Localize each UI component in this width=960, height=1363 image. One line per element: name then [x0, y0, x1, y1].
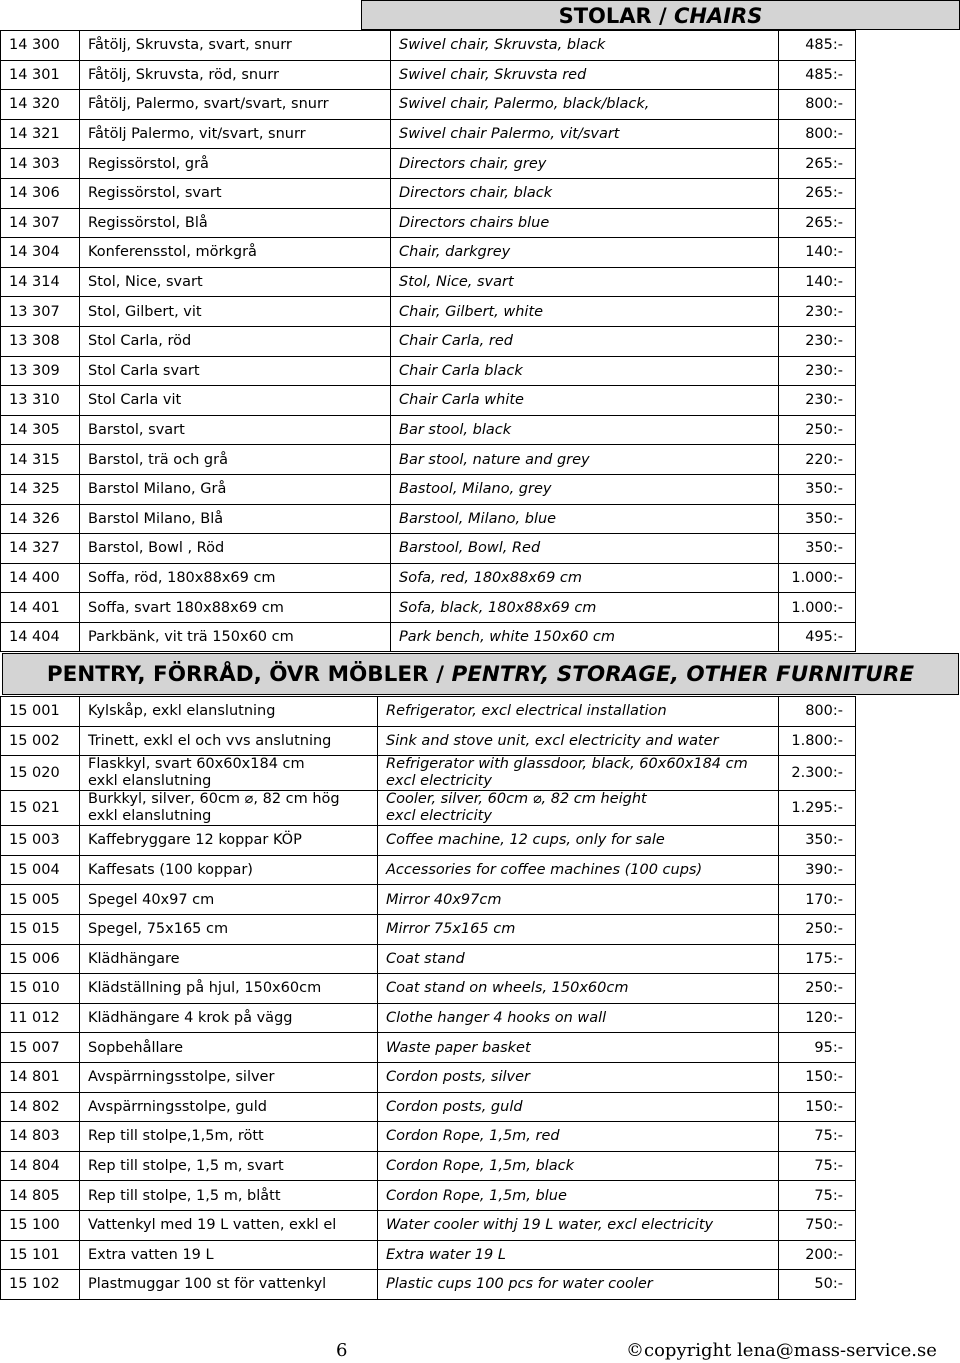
table-row: [1, 90, 856, 120]
item-description-en: Bastool, Milano, grey: [391, 474, 779, 504]
item-code: 14 400: [1, 563, 80, 593]
item-description-en-line1: Cooler, silver, 60cm ⌀, 82 cm height: [386, 791, 647, 808]
table-row: [1, 1181, 856, 1211]
table-row: [1, 326, 856, 356]
item-code: 14 801: [1, 1062, 80, 1092]
table-row: [1, 1240, 856, 1270]
table-row: [1, 1151, 856, 1181]
item-description-sv: Regissörstol, Blå: [80, 208, 391, 238]
item-code: 14 315: [1, 445, 80, 475]
item-code: 14 805: [1, 1181, 80, 1211]
item-price: 350:-: [779, 474, 856, 504]
item-code: 14 326: [1, 504, 80, 534]
item-description-en: Plastic cups 100 pcs for water cooler: [378, 1270, 779, 1300]
item-description-sv: Avspärrningsstolpe, guld: [80, 1092, 378, 1122]
item-description-sv: Soffa, svart 180x88x69 cm: [80, 593, 391, 623]
item-description-sv: Sopbehållare: [80, 1033, 378, 1063]
table-row: [1, 504, 856, 534]
item-price: 750:-: [779, 1210, 856, 1240]
item-description-en: Swivel chair Palermo, vit/svart: [391, 119, 779, 149]
item-price: 2.300:-: [779, 756, 856, 791]
item-description-en: Cordon Rope, 1,5m, blue: [378, 1181, 779, 1211]
item-code: 15 020: [1, 756, 80, 791]
item-description-sv-line2: exkl elanslutning: [88, 773, 212, 790]
item-description-en: [378, 756, 779, 791]
item-price: 265:-: [779, 208, 856, 238]
table-row: [1, 791, 856, 826]
item-description-en: Clothe hanger 4 hooks on wall: [378, 1003, 779, 1033]
item-description-en: Bar stool, nature and grey: [391, 445, 779, 475]
item-code: 15 007: [1, 1033, 80, 1063]
table-row: [1, 208, 856, 238]
item-description-sv: Regissörstol, svart: [80, 178, 391, 208]
table-row: [1, 697, 856, 727]
table-row: [1, 297, 856, 327]
item-price: 75:-: [779, 1122, 856, 1152]
table-row: [1, 356, 856, 386]
item-description-sv: Avspärrningsstolpe, silver: [80, 1062, 378, 1092]
copyright-notice: ©copyright lena@mass-service.se: [626, 1340, 937, 1361]
item-description-en: Directors chairs blue: [391, 208, 779, 238]
table-row: [1, 756, 856, 791]
item-code: 14 304: [1, 238, 80, 268]
item-description-sv: Barstol, Bowl , Röd: [80, 534, 391, 564]
item-description-sv: Spegel, 75x165 cm: [80, 914, 378, 944]
table-row: [1, 563, 856, 593]
item-code: 14 401: [1, 593, 80, 623]
table-row: [1, 914, 856, 944]
item-code: 13 310: [1, 386, 80, 416]
item-description-sv: Klädhängare 4 krok på vägg: [80, 1003, 378, 1033]
item-price: 250:-: [779, 415, 856, 445]
item-description-en: Coat stand on wheels, 150x60cm: [378, 974, 779, 1004]
chairs-title-sv: STOLAR /: [558, 4, 667, 28]
item-price: 140:-: [779, 267, 856, 297]
item-description-en: Chair, darkgrey: [391, 238, 779, 268]
item-price: 230:-: [779, 356, 856, 386]
table-row: [1, 826, 856, 856]
item-description-sv: Stol, Nice, svart: [80, 267, 391, 297]
item-code: 14 325: [1, 474, 80, 504]
item-description-sv: Fåtölj Palermo, vit/svart, snurr: [80, 119, 391, 149]
item-description-sv: [80, 791, 378, 826]
item-description-sv: Extra vatten 19 L: [80, 1240, 378, 1270]
item-description-en: Waste paper basket: [378, 1033, 779, 1063]
table-row: [1, 60, 856, 90]
table-row: [1, 1003, 856, 1033]
table-row: [1, 534, 856, 564]
item-code: 15 004: [1, 855, 80, 885]
item-description-sv: Barstol Milano, Blå: [80, 504, 391, 534]
table-row: [1, 474, 856, 504]
item-code: 15 005: [1, 885, 80, 915]
other-furniture-table: [0, 696, 856, 1300]
item-description-sv: Regissörstol, grå: [80, 149, 391, 179]
item-description-sv: Kylskåp, exkl elanslutning: [80, 697, 378, 727]
item-description-sv: Fåtölj, Skruvsta, svart, snurr: [80, 31, 391, 61]
item-description-en: Swivel chair, Skruvsta, black: [391, 31, 779, 61]
item-description-sv: Rep till stolpe,1,5m, rött: [80, 1122, 378, 1152]
item-description-sv: Fåtölj, Skruvsta, röd, snurr: [80, 60, 391, 90]
item-description-en: Swivel chair, Skruvsta red: [391, 60, 779, 90]
item-description-sv: Spegel 40x97 cm: [80, 885, 378, 915]
item-description-en: Mirror 75x165 cm: [378, 914, 779, 944]
table-row: [1, 178, 856, 208]
item-description-en: Barstool, Bowl, Red: [391, 534, 779, 564]
item-code: 14 321: [1, 119, 80, 149]
item-description-en-line2: excl electricity: [386, 773, 492, 790]
item-price: 265:-: [779, 149, 856, 179]
item-price: 265:-: [779, 178, 856, 208]
chairs-table: [0, 30, 856, 652]
item-price: 175:-: [779, 944, 856, 974]
item-description-sv-line1: Flaskkyl, svart 60x60x184 cm: [88, 756, 305, 773]
item-description-sv: Stol, Gilbert, vit: [80, 297, 391, 327]
item-description-en: Chair Carla, red: [391, 326, 779, 356]
item-code: 14 305: [1, 415, 80, 445]
item-description-sv: Klädställning på hjul, 150x60cm: [80, 974, 378, 1004]
item-code: 14 314: [1, 267, 80, 297]
item-description-en: Cordon Rope, 1,5m, black: [378, 1151, 779, 1181]
item-description-en: Park bench, white 150x60 cm: [391, 622, 779, 652]
table-row: [1, 1033, 856, 1063]
item-description-sv: Stol Carla svart: [80, 356, 391, 386]
item-code: 15 101: [1, 1240, 80, 1270]
item-description-sv: Parkbänk, vit trä 150x60 cm: [80, 622, 391, 652]
item-price: 800:-: [779, 119, 856, 149]
item-price: 140:-: [779, 238, 856, 268]
item-code: 15 006: [1, 944, 80, 974]
item-code: 15 102: [1, 1270, 80, 1300]
item-description-en: Chair Carla white: [391, 386, 779, 416]
item-code: 14 327: [1, 534, 80, 564]
item-description-sv: Rep till stolpe, 1,5 m, svart: [80, 1151, 378, 1181]
item-price: 800:-: [779, 90, 856, 120]
table-row: [1, 1270, 856, 1300]
item-description-en-line2: excl electricity: [386, 808, 492, 825]
item-code: 11 012: [1, 1003, 80, 1033]
table-row: [1, 1210, 856, 1240]
table-row: [1, 974, 856, 1004]
table-row: [1, 726, 856, 756]
item-price: 1.295:-: [779, 791, 856, 826]
item-code: 15 010: [1, 974, 80, 1004]
item-description-en: Mirror 40x97cm: [378, 885, 779, 915]
item-description-sv: Konferensstol, mörkgrå: [80, 238, 391, 268]
item-description-sv: Kaffesats (100 koppar): [80, 855, 378, 885]
item-description-sv: Stol Carla vit: [80, 386, 391, 416]
item-description-sv: Rep till stolpe, 1,5 m, blått: [80, 1181, 378, 1211]
item-description-sv: [80, 756, 378, 791]
item-price: 75:-: [779, 1181, 856, 1211]
item-description-sv: Barstol Milano, Grå: [80, 474, 391, 504]
table-row: [1, 267, 856, 297]
item-description-en: Stol, Nice, svart: [391, 267, 779, 297]
table-row: [1, 119, 856, 149]
item-description-sv: Plastmuggar 100 st för vattenkyl: [80, 1270, 378, 1300]
table-row: [1, 445, 856, 475]
item-code: 13 308: [1, 326, 80, 356]
item-code: 14 301: [1, 60, 80, 90]
item-description-en: Extra water 19 L: [378, 1240, 779, 1270]
item-code: 15 100: [1, 1210, 80, 1240]
item-price: 170:-: [779, 885, 856, 915]
item-price: 50:-: [779, 1270, 856, 1300]
item-price: 75:-: [779, 1151, 856, 1181]
item-description-en-line1: Refrigerator with glassdoor, black, 60x60x184 cm: [386, 756, 748, 773]
item-price: 1.000:-: [779, 593, 856, 623]
item-description-en: Swivel chair, Palermo, black/black,: [391, 90, 779, 120]
item-price: 150:-: [779, 1062, 856, 1092]
item-description-en: Cordon Rope, 1,5m, red: [378, 1122, 779, 1152]
item-price: 230:-: [779, 326, 856, 356]
item-code: 15 021: [1, 791, 80, 826]
item-price: 350:-: [779, 826, 856, 856]
item-code: 15 003: [1, 826, 80, 856]
item-price: 120:-: [779, 1003, 856, 1033]
item-description-sv: Vattenkyl med 19 L vatten, exkl el: [80, 1210, 378, 1240]
table-row: [1, 238, 856, 268]
item-description-sv: Stol Carla, röd: [80, 326, 391, 356]
page-number: 6: [336, 1340, 348, 1361]
item-price: 200:-: [779, 1240, 856, 1270]
item-description-en: Cordon posts, guld: [378, 1092, 779, 1122]
item-code: 15 002: [1, 726, 80, 756]
item-price: 485:-: [779, 60, 856, 90]
table-row: [1, 415, 856, 445]
table-row: [1, 386, 856, 416]
table-row: [1, 1122, 856, 1152]
item-code: 13 309: [1, 356, 80, 386]
item-code: 14 303: [1, 149, 80, 179]
item-price: 1.000:-: [779, 563, 856, 593]
item-price: 1.800:-: [779, 726, 856, 756]
table-row: [1, 885, 856, 915]
item-code: 15 001: [1, 697, 80, 727]
item-description-en: Directors chair, black: [391, 178, 779, 208]
item-code: 14 803: [1, 1122, 80, 1152]
item-price: 230:-: [779, 386, 856, 416]
item-price: 800:-: [779, 697, 856, 727]
table-row: [1, 31, 856, 61]
item-price: 390:-: [779, 855, 856, 885]
item-description-sv-line2: exkl elanslutning: [88, 808, 212, 825]
item-code: 13 307: [1, 297, 80, 327]
table-row: [1, 855, 856, 885]
item-description-sv: Fåtölj, Palermo, svart/svart, snurr: [80, 90, 391, 120]
item-description-sv: Barstol, svart: [80, 415, 391, 445]
item-description-sv: Kaffebryggare 12 koppar KÖP: [80, 826, 378, 856]
item-description-en: Directors chair, grey: [391, 149, 779, 179]
table-row: [1, 149, 856, 179]
item-description-en: Bar stool, black: [391, 415, 779, 445]
item-price: 250:-: [779, 974, 856, 1004]
item-description-en: Water cooler withj 19 L water, excl electricity: [378, 1210, 779, 1240]
item-description-en: Coffee machine, 12 cups, only for sale: [378, 826, 779, 856]
chairs-title-en: CHAIRS: [674, 4, 763, 28]
other-section-title: [2, 653, 959, 695]
chairs-section-title: [361, 0, 960, 30]
item-price: 485:-: [779, 31, 856, 61]
item-code: 14 320: [1, 90, 80, 120]
item-description-sv-line1: Burkkyl, silver, 60cm ⌀, 82 cm hög: [88, 791, 340, 808]
item-price: 220:-: [779, 445, 856, 475]
item-description-en: Cordon posts, silver: [378, 1062, 779, 1092]
item-description-en: Sofa, black, 180x88x69 cm: [391, 593, 779, 623]
table-row: [1, 593, 856, 623]
item-code: 15 015: [1, 914, 80, 944]
table-row: [1, 1092, 856, 1122]
item-description-en: Accessories for coffee machines (100 cups): [378, 855, 779, 885]
item-description-en: [378, 791, 779, 826]
item-code: 14 804: [1, 1151, 80, 1181]
item-description-sv: Barstol, trä och grå: [80, 445, 391, 475]
table-row: [1, 1062, 856, 1092]
table-row: [1, 622, 856, 652]
other-title-sv: PENTRY, FÖRRÅD, ÖVR MÖBLER /: [46, 662, 444, 687]
item-code: 14 404: [1, 622, 80, 652]
item-description-en: Sink and stove unit, excl electricity and water: [378, 726, 779, 756]
item-price: 350:-: [779, 504, 856, 534]
item-description-sv: Klädhängare: [80, 944, 378, 974]
item-code: 14 802: [1, 1092, 80, 1122]
item-description-sv: Trinett, exkl el och vvs anslutning: [80, 726, 378, 756]
item-price: 350:-: [779, 534, 856, 564]
item-price: 250:-: [779, 914, 856, 944]
item-price: 150:-: [779, 1092, 856, 1122]
item-code: 14 307: [1, 208, 80, 238]
item-description-en: Chair Carla black: [391, 356, 779, 386]
other-title-en: PENTRY, STORAGE, OTHER FURNITURE: [451, 662, 915, 687]
item-code: 14 306: [1, 178, 80, 208]
item-description-sv: Soffa, röd, 180x88x69 cm: [80, 563, 391, 593]
item-description-en: Refrigerator, excl electrical installation: [378, 697, 779, 727]
item-description-en: Sofa, red, 180x88x69 cm: [391, 563, 779, 593]
table-row: [1, 944, 856, 974]
item-description-en: Coat stand: [378, 944, 779, 974]
item-description-en: Barstool, Milano, blue: [391, 504, 779, 534]
item-price: 95:-: [779, 1033, 856, 1063]
item-price: 230:-: [779, 297, 856, 327]
item-code: 14 300: [1, 31, 80, 61]
item-description-en: Chair, Gilbert, white: [391, 297, 779, 327]
item-price: 495:-: [779, 622, 856, 652]
